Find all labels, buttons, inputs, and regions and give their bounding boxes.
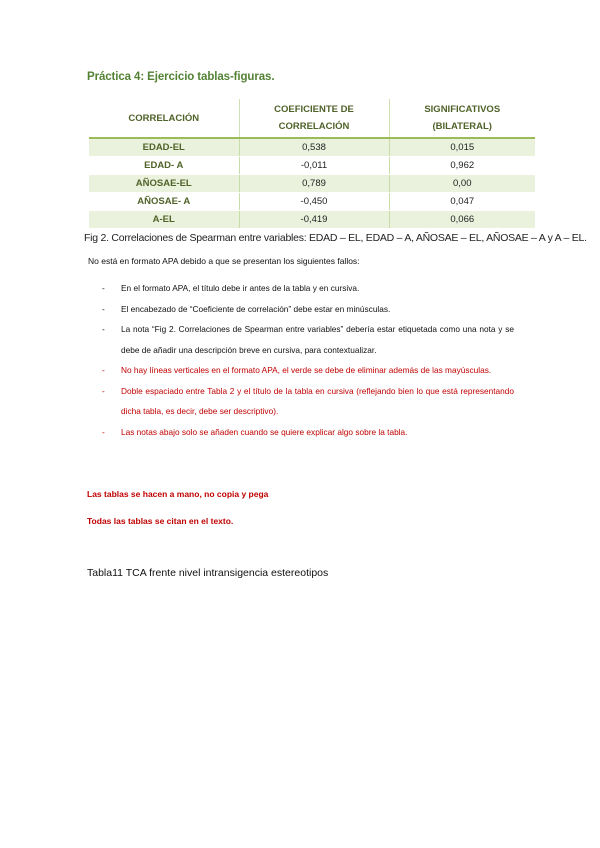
table-row: [89, 138, 535, 157]
row-coef: -0,419: [239, 211, 389, 229]
correlation-table: [89, 99, 535, 229]
row-sig: 0,066: [389, 211, 535, 229]
row-sig: 0,015: [389, 138, 535, 157]
note-cited: Todas las tablas se citan en el texto.: [87, 516, 234, 526]
issues-list: [102, 278, 514, 442]
row-coef: 0,538: [239, 138, 389, 157]
row-coef: -0,450: [239, 193, 389, 211]
row-sig: 0,962: [389, 157, 535, 175]
row-coef: -0,011: [239, 157, 389, 175]
row-sig: 0,00: [389, 175, 535, 193]
list-item: - La nota “Fig 2. Correlaciones de Spearman entre variables” debería estar etiquetada como una nota y se debe de añadir una descripción breve en cursiva, para contextualizar.: [102, 324, 514, 355]
list-item: - No hay líneas verticales en el formato APA, el verde se debe de eliminar además de las mayúsculas.: [102, 365, 492, 375]
note-hand-made: Las tablas se hacen a mano, no copia y pega: [87, 489, 269, 499]
list-item: - Las notas abajo solo se añaden cuando se quiere explicar algo sobre la tabla.: [102, 426, 408, 437]
row-label: AÑOSAE- A: [89, 193, 239, 211]
next-table-title: Tabla11 TCA frente nivel intransigencia estereotipos: [87, 567, 329, 579]
row-label: AÑOSAE-EL: [89, 175, 239, 193]
header-coeficiente: COEFICIENTE DE CORRELACIÓN: [239, 99, 389, 138]
row-label: EDAD-EL: [89, 138, 239, 157]
row-coef: 0,789: [239, 175, 389, 193]
list-item: - El encabezado de “Coeficiente de correlación” debe estar en minúsculas.: [102, 303, 391, 314]
header-correlacion: CORRELACIÓN: [89, 99, 239, 138]
table-row: [89, 157, 535, 175]
page-title: Práctica 4: Ejercicio tablas-figuras.: [87, 71, 275, 83]
list-item: - Doble espaciado entre Tabla 2 y el título de la tabla en cursiva (reflejando bien lo que está representando dicha tabla, es decir, debe ser descriptivo).: [102, 385, 514, 416]
table-row: [89, 175, 535, 193]
figure-caption: Fig 2. Correlaciones de Spearman entre variables: EDAD – EL, EDAD – A, AÑOSAE – EL, AÑOSAE – A y A – EL.: [84, 232, 587, 244]
table-row: [89, 193, 535, 211]
table-header-row: [89, 99, 535, 138]
intro-text: No está en formato APA debido a que se presentan los siguientes fallos:: [88, 256, 360, 266]
row-sig: 0,047: [389, 193, 535, 211]
header-significativos: SIGNIFICATIVOS (BILATERAL): [424, 104, 501, 132]
row-label: EDAD- A: [89, 157, 239, 175]
table-row: [89, 211, 535, 229]
row-label: A-EL: [89, 211, 239, 229]
list-item: - En el formato APA, el título debe ir antes de la tabla y en cursiva.: [102, 283, 360, 293]
